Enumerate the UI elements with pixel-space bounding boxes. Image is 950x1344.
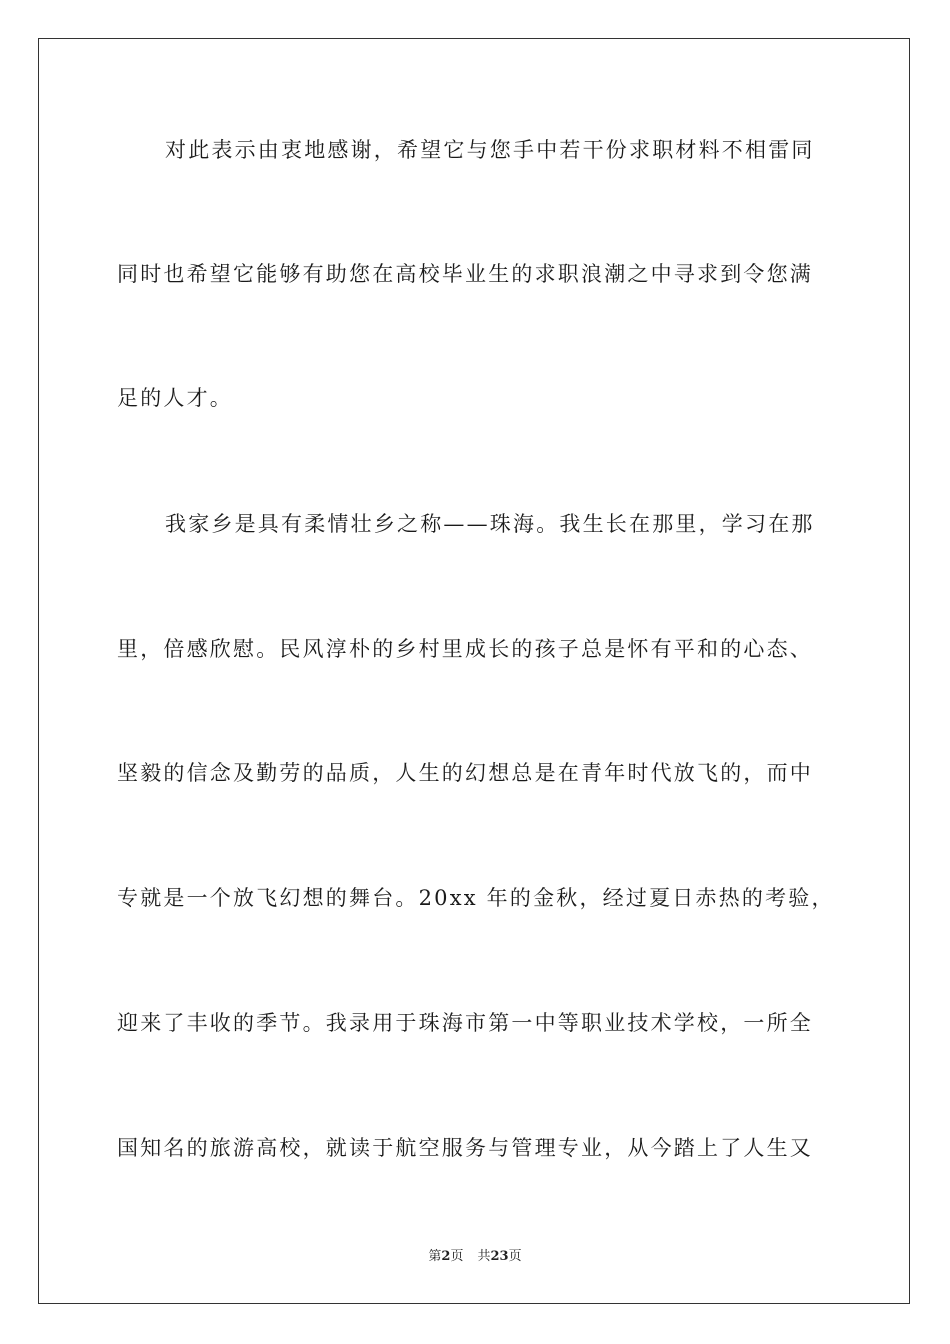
paragraph-line: 里，倍感欣慰。民风淳朴的乡村里成长的孩子总是怀有平和的心态、 — [117, 637, 813, 661]
paragraph-line: 我家乡是具有柔情壮乡之称——珠海。我生长在那里，学习在那 — [165, 512, 815, 536]
total-prefix: 共 — [477, 1249, 491, 1264]
paragraph-line: 足的人才。 — [117, 386, 233, 410]
page-number: 2 — [441, 1249, 451, 1264]
page-border — [38, 38, 910, 1304]
page-prefix: 第 — [428, 1249, 442, 1264]
page-unit: 页 — [450, 1249, 464, 1264]
paragraph-line: 坚毅的信念及勤劳的品质，人生的幻想总是在青年时代放飞的，而中 — [117, 761, 813, 785]
paragraph-line: 专就是一个放飞幻想的舞台。20xx 年的金秋，经过夏日赤热的考验， — [117, 886, 835, 910]
total-pages: 23 — [490, 1249, 509, 1264]
total-unit: 页 — [508, 1249, 522, 1264]
paragraph-line: 国知名的旅游高校，就读于航空服务与管理专业，从今踏上了人生又 — [117, 1136, 813, 1160]
paragraph-line: 同时也希望它能够有助您在高校毕业生的求职浪潮之中寻求到令您满 — [117, 262, 813, 286]
page-footer — [0, 1249, 950, 1265]
paragraph-line: 迎来了丰收的季节。我录用于珠海市第一中等职业技术学校，一所全 — [117, 1011, 813, 1035]
paragraph-line: 对此表示由衷地感谢，希望它与您手中若干份求职材料不相雷同 — [165, 138, 815, 162]
